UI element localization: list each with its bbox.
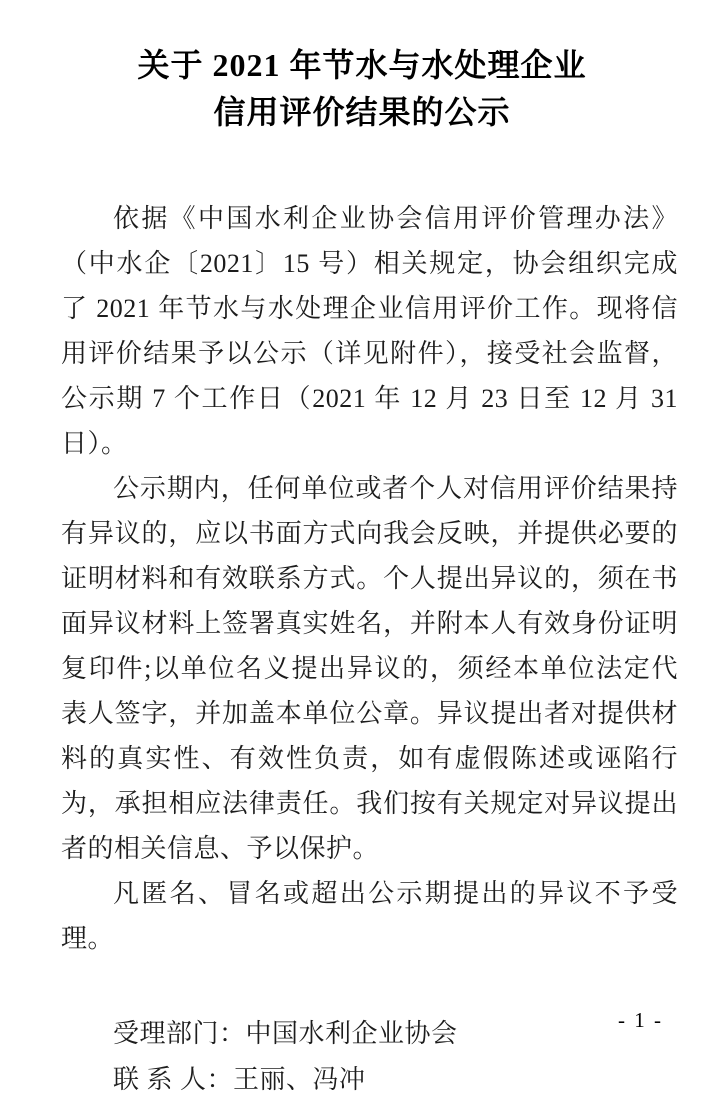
contact-block [61,1011,678,1103]
contact-department-value: 中国水利企业协会 [245,1019,458,1048]
contact-department-label: 受理部门： [113,1019,246,1048]
document-title [40,42,684,136]
contact-department-line [61,1011,678,1057]
paragraph-objection-procedure: 公示期内，任何单位或者个人对信用评价结果持有异议的，应以书面方式向我会反映，并提供必要的证明材料和有效联系方式。个人提出异议的，须在书面异议材料上签署真实姓名，并附本人有效身份证明复印件;以单位名义提出异议的，须经本单位法定代表人签字，并加盖本单位公章。异议提出者对提供材料的真实性、有效性负责，如有虚假陈述或诬陷行为，承担相应法律责任。我们按有关规定对异议提出者的相关信息、予以保护。 [61,474,678,863]
document-body [61,196,678,1103]
paragraph-anonymous-rejection: 凡匿名、冒名或超出公示期提出的异议不予受理。 [61,879,678,953]
document-title-line-2: 信用评价结果的公示 [213,94,511,130]
paragraph-basis: 依据《中国水利企业协会信用评价管理办法》（中水企〔2021〕15 号）相关规定，协会组织完成了 2021 年节水与水处理企业信用评价工作。现将信用评价结果予以公示（详见附件），接受社会监督，公示期 7 个工作日（2021 年 12 月 23 日至 12 月 31 日）。 [61,204,678,458]
contact-person-line [61,1057,678,1103]
contact-person-value: 王丽、冯冲 [233,1065,366,1094]
contact-person-label: 联 系 人： [113,1065,234,1094]
page-number: - 1 - [618,1008,663,1032]
document-title-line-1: 关于 2021 年节水与水处理企业 [137,47,587,83]
